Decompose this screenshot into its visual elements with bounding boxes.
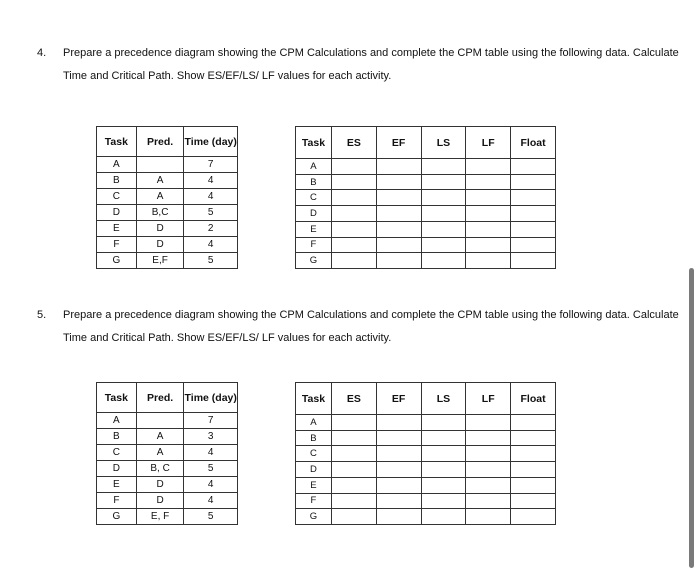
lf-cell[interactable] [466, 174, 511, 190]
pred-cell: E, F [136, 509, 184, 525]
activity-data-table [96, 382, 238, 525]
header-float: Float [511, 127, 556, 159]
float-cell[interactable] [511, 190, 556, 206]
time-cell: 4 [184, 173, 238, 189]
ef-cell[interactable] [376, 462, 421, 478]
pred-cell [136, 413, 184, 429]
time-cell: 7 [184, 413, 238, 429]
table-row [296, 462, 556, 478]
ls-cell[interactable] [421, 221, 466, 237]
pred-cell: B,C [136, 205, 184, 221]
ef-cell[interactable] [376, 221, 421, 237]
es-cell[interactable] [331, 415, 376, 431]
ef-cell[interactable] [376, 159, 421, 175]
task-cell: D [97, 461, 137, 477]
question-text-line1: Prepare a precedence diagram showing the CPM Calculations and complete the CPM table using the following data. Calculate [63, 309, 679, 321]
pred-cell: D [136, 221, 184, 237]
header-task: Task [296, 127, 332, 159]
scrollbar[interactable] [689, 268, 694, 568]
ls-cell[interactable] [421, 206, 466, 222]
pred-cell: A [136, 429, 184, 445]
time-cell: 4 [184, 493, 238, 509]
table-row [97, 477, 238, 493]
task-cell: E [97, 221, 137, 237]
task-cell: F [97, 493, 137, 509]
task-cell: B [296, 174, 332, 190]
time-cell: 4 [184, 189, 238, 205]
time-cell: 5 [184, 253, 238, 269]
cpm-table [295, 126, 556, 269]
task-cell: C [97, 189, 137, 205]
task-cell: C [97, 445, 137, 461]
table-row [296, 477, 556, 493]
table-row [97, 221, 238, 237]
cpm-table [295, 382, 556, 525]
task-cell: F [97, 237, 137, 253]
ef-cell[interactable] [376, 493, 421, 509]
question-text-line2: Time and Critical Path. Show ES/EF/LS/ LF values for each activity. [63, 70, 392, 82]
lf-cell[interactable] [466, 237, 511, 253]
ef-cell[interactable] [376, 174, 421, 190]
table-row [296, 415, 556, 431]
ef-cell[interactable] [376, 446, 421, 462]
header-pred: Pred. [136, 383, 184, 413]
activity-data-table [96, 126, 238, 269]
header-time: Time (day) [184, 127, 238, 157]
task-cell: C [296, 446, 332, 462]
header-time: Time (day) [184, 383, 238, 413]
time-cell: 7 [184, 157, 238, 173]
es-cell[interactable] [331, 462, 376, 478]
question-number: 4. [37, 47, 47, 59]
header-task: Task [296, 383, 332, 415]
float-cell[interactable] [511, 493, 556, 509]
question-5 [37, 307, 700, 351]
float-cell[interactable] [511, 477, 556, 493]
table-row [296, 206, 556, 222]
table-header-row [97, 383, 238, 413]
time-cell: 4 [184, 237, 238, 253]
ef-cell[interactable] [376, 477, 421, 493]
table-row [97, 157, 238, 173]
task-cell: F [296, 493, 332, 509]
lf-cell[interactable] [466, 415, 511, 431]
task-cell: G [296, 253, 332, 269]
header-lf: LF [466, 127, 511, 159]
header-ls: LS [421, 127, 466, 159]
task-cell: B [97, 429, 137, 445]
ef-cell[interactable] [376, 190, 421, 206]
ls-cell[interactable] [421, 253, 466, 269]
header-es: ES [331, 383, 376, 415]
task-cell: G [97, 509, 137, 525]
ls-cell[interactable] [421, 430, 466, 446]
ef-cell[interactable] [376, 430, 421, 446]
es-cell[interactable] [331, 174, 376, 190]
pred-cell: A [136, 173, 184, 189]
es-cell[interactable] [331, 253, 376, 269]
task-cell: B [296, 430, 332, 446]
lf-cell[interactable] [466, 493, 511, 509]
task-cell: E [296, 221, 332, 237]
table-row [296, 509, 556, 525]
task-cell: G [97, 253, 137, 269]
time-cell: 2 [184, 221, 238, 237]
float-cell[interactable] [511, 430, 556, 446]
ef-cell[interactable] [376, 509, 421, 525]
lf-cell[interactable] [466, 477, 511, 493]
question-4 [37, 45, 700, 89]
ls-cell[interactable] [421, 509, 466, 525]
task-cell: E [296, 477, 332, 493]
header-pred: Pred. [136, 127, 184, 157]
table-row [97, 429, 238, 445]
es-cell[interactable] [331, 159, 376, 175]
float-cell[interactable] [511, 415, 556, 431]
table-row [296, 221, 556, 237]
ls-cell[interactable] [421, 493, 466, 509]
lf-cell[interactable] [466, 221, 511, 237]
table-row [97, 237, 238, 253]
table-row [296, 174, 556, 190]
table-row [296, 237, 556, 253]
header-task: Task [97, 383, 137, 413]
question-text-line1: Prepare a precedence diagram showing the CPM Calculations and complete the CPM table using the following data. Calculate [63, 47, 679, 59]
es-cell[interactable] [331, 221, 376, 237]
header-ef: EF [376, 383, 421, 415]
header-es: ES [331, 127, 376, 159]
lf-cell[interactable] [466, 159, 511, 175]
float-cell[interactable] [511, 174, 556, 190]
es-cell[interactable] [331, 446, 376, 462]
table-row [97, 189, 238, 205]
table-header-row [296, 127, 556, 159]
es-cell[interactable] [331, 430, 376, 446]
table-row [97, 413, 238, 429]
float-cell[interactable] [511, 206, 556, 222]
es-cell[interactable] [331, 237, 376, 253]
float-cell[interactable] [511, 446, 556, 462]
pred-cell: A [136, 445, 184, 461]
pred-cell: A [136, 189, 184, 205]
table-row [296, 493, 556, 509]
lf-cell[interactable] [466, 509, 511, 525]
task-cell: F [296, 237, 332, 253]
task-cell: B [97, 173, 137, 189]
table-row [97, 445, 238, 461]
float-cell[interactable] [511, 462, 556, 478]
lf-cell[interactable] [466, 206, 511, 222]
task-cell: D [296, 462, 332, 478]
lf-cell[interactable] [466, 253, 511, 269]
ls-cell[interactable] [421, 237, 466, 253]
time-cell: 4 [184, 445, 238, 461]
header-task: Task [97, 127, 137, 157]
header-lf: LF [466, 383, 511, 415]
pred-cell [136, 157, 184, 173]
lf-cell[interactable] [466, 462, 511, 478]
es-cell[interactable] [331, 190, 376, 206]
pred-cell: D [136, 477, 184, 493]
task-cell: E [97, 477, 137, 493]
task-cell: C [296, 190, 332, 206]
task-cell: D [97, 205, 137, 221]
table-row [97, 173, 238, 189]
task-cell: A [296, 159, 332, 175]
table-row [97, 493, 238, 509]
header-float: Float [511, 383, 556, 415]
table-header-row [296, 383, 556, 415]
float-cell[interactable] [511, 159, 556, 175]
float-cell[interactable] [511, 253, 556, 269]
table-row [97, 461, 238, 477]
table-row [296, 446, 556, 462]
ls-cell[interactable] [421, 462, 466, 478]
time-cell: 3 [184, 429, 238, 445]
question-text-line2: Time and Critical Path. Show ES/EF/LS/ LF values for each activity. [63, 332, 392, 344]
task-cell: A [97, 413, 137, 429]
time-cell: 5 [184, 461, 238, 477]
ef-cell[interactable] [376, 253, 421, 269]
table-row [296, 159, 556, 175]
ls-cell[interactable] [421, 159, 466, 175]
pred-cell: E,F [136, 253, 184, 269]
lf-cell[interactable] [466, 430, 511, 446]
ls-cell[interactable] [421, 446, 466, 462]
ef-cell[interactable] [376, 237, 421, 253]
pred-cell: D [136, 237, 184, 253]
time-cell: 5 [184, 509, 238, 525]
ef-cell[interactable] [376, 415, 421, 431]
es-cell[interactable] [331, 493, 376, 509]
table-header-row [97, 127, 238, 157]
task-cell: D [296, 206, 332, 222]
float-cell[interactable] [511, 221, 556, 237]
task-cell: A [97, 157, 137, 173]
pred-cell: B, C [136, 461, 184, 477]
header-ef: EF [376, 127, 421, 159]
question-number: 5. [37, 309, 47, 321]
ls-cell[interactable] [421, 174, 466, 190]
table-row [97, 253, 238, 269]
time-cell: 5 [184, 205, 238, 221]
pred-cell: D [136, 493, 184, 509]
time-cell: 4 [184, 477, 238, 493]
es-cell[interactable] [331, 477, 376, 493]
float-cell[interactable] [511, 509, 556, 525]
lf-cell[interactable] [466, 446, 511, 462]
ls-cell[interactable] [421, 190, 466, 206]
lf-cell[interactable] [466, 190, 511, 206]
ef-cell[interactable] [376, 206, 421, 222]
es-cell[interactable] [331, 206, 376, 222]
es-cell[interactable] [331, 509, 376, 525]
table-row [296, 253, 556, 269]
table-row [97, 205, 238, 221]
ls-cell[interactable] [421, 477, 466, 493]
header-ls: LS [421, 383, 466, 415]
table-row [296, 190, 556, 206]
table-row [296, 430, 556, 446]
task-cell: A [296, 415, 332, 431]
ls-cell[interactable] [421, 415, 466, 431]
task-cell: G [296, 509, 332, 525]
float-cell[interactable] [511, 237, 556, 253]
table-row [97, 509, 238, 525]
